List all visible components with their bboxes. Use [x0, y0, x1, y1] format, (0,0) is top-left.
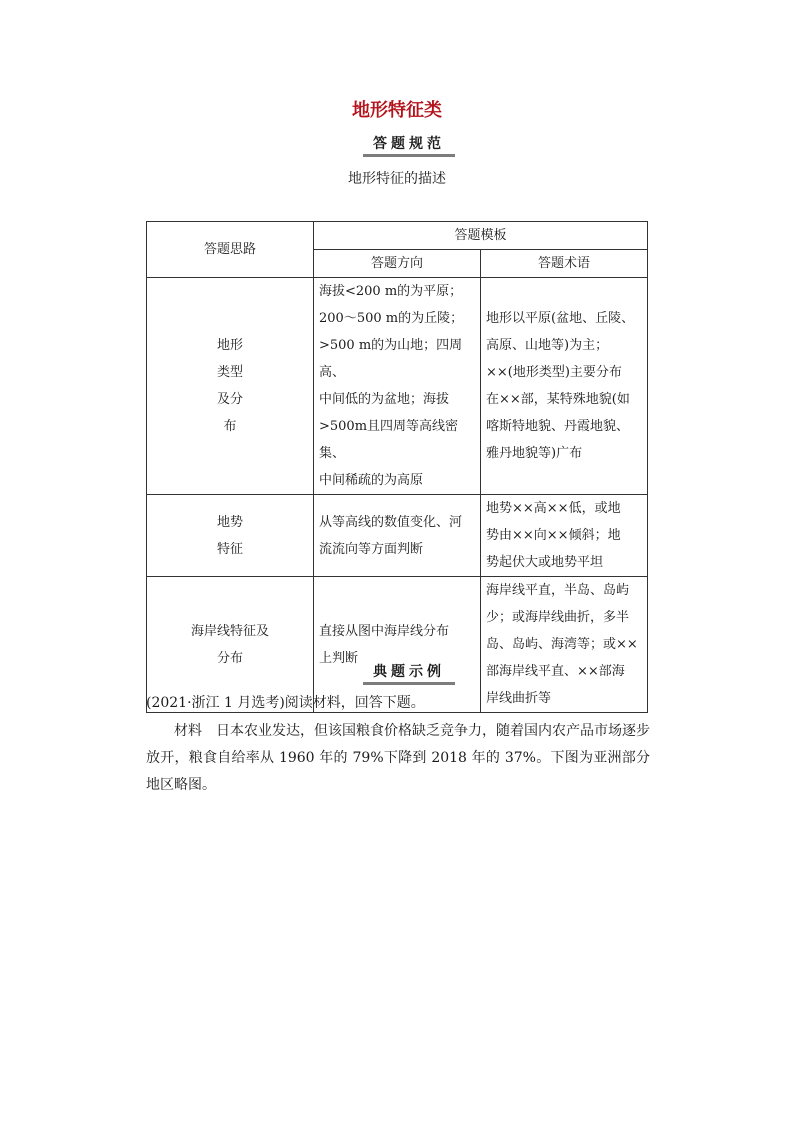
page-title: 地形特征类 [352, 100, 442, 121]
direction-line: 直接从图中海岸线分布 [319, 623, 450, 639]
direction-line: 流流向等方面判断 [319, 541, 424, 557]
header-cell-terms: 答题术语 [481, 250, 648, 278]
term-line: 地形以平原(盆地、丘陵、 [486, 311, 635, 326]
direction-line: 上判断 [319, 650, 359, 666]
section-badge-answer-norms: 答题规范 [363, 133, 455, 157]
table-row [147, 495, 648, 577]
table-header-row [147, 222, 648, 250]
term-line: 势起伏大或地势平坦 [486, 555, 604, 570]
table-row [147, 278, 648, 495]
direction-line: 从等高线的数值变化、河 [319, 514, 463, 530]
category-line: 特征 [216, 541, 243, 557]
direction-line: >500m且四周等高线密集、 [319, 419, 459, 461]
term-line: 少；或海岸线曲折，多半 [486, 610, 630, 625]
header-cell-direction: 答题方向 [314, 250, 481, 278]
category-line: 地势 [216, 514, 243, 530]
term-line: ××(地形类型)主要分布 [486, 365, 622, 380]
category-line: 分布 [216, 650, 243, 666]
term-line: 岛、岛屿、海湾等；或×× [486, 637, 638, 652]
row-direction [314, 495, 481, 577]
row-terms [481, 278, 648, 495]
direction-line: 200～500 m的为丘陵； [319, 311, 464, 326]
direction-line: 中间稀疏的为高原 [319, 473, 424, 488]
direction-line: >500 m的为山地；四周高、 [319, 338, 463, 380]
direction-line: 中间低的为盆地；海拔 [319, 392, 450, 407]
direction-line: 海拔<200 m的为平原； [319, 284, 463, 299]
term-line: 海岸线平直，半岛、岛屿 [486, 583, 630, 598]
term-line: 喀斯特地貌、丹霞地貌、 [486, 419, 630, 434]
table-caption: 地形特征的描述 [348, 171, 446, 187]
material-paragraph: 材料 日本农业发达，但该国粮食价格缺乏竞争力，随着国内农产品市场逐步放开，粮食自给率从 1960 年的 79%下降到 2018 年的 37%。下图为亚洲部分地区略图。 [146, 723, 650, 793]
term-line: 势由××向××倾斜；地 [486, 528, 621, 543]
row-category [147, 278, 314, 495]
term-line: 雅丹地貌等)广布 [486, 446, 583, 461]
header-cell-approach: 答题思路 [147, 222, 314, 278]
term-line: 部海岸线平直、××部海 [486, 664, 625, 679]
term-line: 地势××高××低，或地 [486, 501, 621, 516]
row-direction [314, 278, 481, 495]
question-source: (2021·浙江 1 月选考)阅读材料，回答下题。 [146, 695, 425, 711]
row-category [147, 495, 314, 577]
category-line: 类型 [216, 365, 243, 380]
category-line: 布 [223, 419, 237, 434]
header-cell-template: 答题模板 [314, 222, 648, 250]
answer-template-table [146, 221, 648, 713]
category-line: 海岸线特征及 [190, 623, 269, 639]
term-line: 岸线曲折等 [486, 691, 552, 706]
section-badge-example: 典题示例 [363, 661, 455, 685]
category-line: 地形 [216, 338, 243, 353]
term-line: 在××部，某特殊地貌(如 [486, 392, 630, 407]
category-line: 及分 [216, 392, 243, 407]
term-line: 高原、山地等)为主； [486, 338, 609, 353]
row-terms [481, 495, 648, 577]
